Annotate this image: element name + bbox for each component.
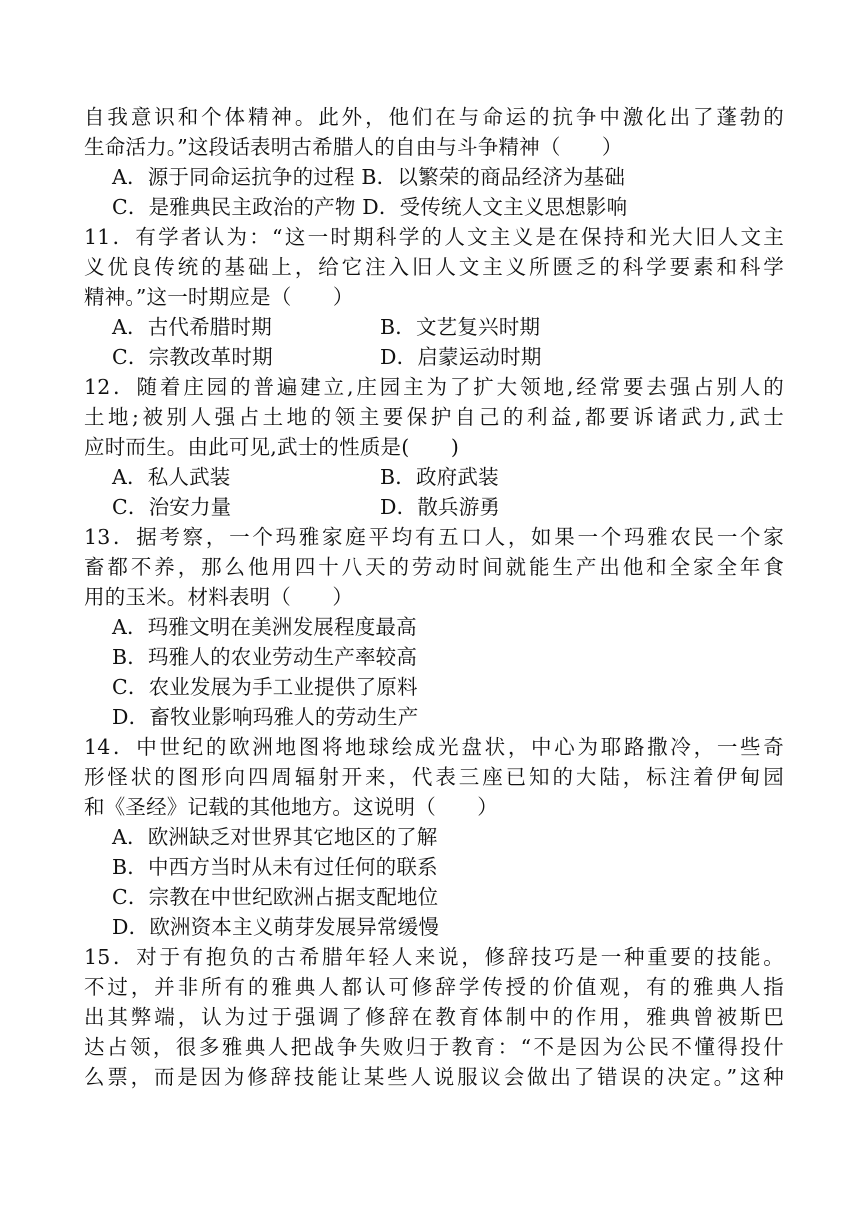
- q12-stem-line-3: 应时而生。由此可见,武士的性质是( ): [84, 435, 460, 459]
- q14-stem-line-1: 14．中世纪的欧洲地图将地球绘成光盘状，中心为耶路撒冷，一些奇: [84, 735, 784, 759]
- q12-stem-line-2: 土地;被别人强占土地的领主要保护自己的利益,都要诉诸武力,武士: [84, 405, 784, 429]
- q14-option-c: C．宗教在中世纪欧洲占据支配地位: [112, 885, 439, 909]
- q11-options-row-1: [84, 312, 784, 342]
- q12-option-b: B．政府武装: [380, 465, 499, 489]
- q13-stem-line-3: 用的玉米。材料表明（ ）: [84, 585, 354, 609]
- q14-stem-line-3: 和《圣经》记载的其他地方。这说明（ ）: [84, 795, 498, 819]
- q12-stem-line-1: 12．随着庄园的普遍建立,庄园主为了扩大领地,经常要去强占别人的: [84, 375, 784, 399]
- q13-option-b: B．玛雅人的农业劳动生产率较高: [112, 645, 418, 669]
- q14-option-b: B．中西方当时从未有过任何的联系: [112, 855, 438, 879]
- q11-stem-line-3: 精神。”这一时期应是（ ）: [84, 285, 354, 309]
- q10-stem-line-2: 生命活力。”这段话表明古希腊人的自由与斗争精神（ ）: [84, 135, 623, 159]
- q13-stem-line-2: 畜都不养，那么他用四十八天的劳动时间就能生产出他和全家全年食: [84, 555, 784, 579]
- q11-options-row-2: [84, 342, 784, 372]
- q14-option-a: A．欧洲缺乏对世界其它地区的了解: [112, 825, 438, 849]
- exam-page: [84, 102, 784, 1092]
- q14-stem-line-2: 形怪状的图形向四周辐射开来，代表三座已知的大陆，标注着伊甸园: [84, 765, 784, 789]
- q11-option-c: C．宗教改革时期: [112, 345, 273, 369]
- q13-stem-line-1: 13．据考察，一个玛雅家庭平均有五口人，如果一个玛雅农民一个家: [84, 525, 784, 549]
- q12-option-a: A．私人武装: [112, 465, 231, 489]
- q11-stem-line-2: 义优良传统的基础上，给它注入旧人文主义所匮乏的科学要素和科学: [84, 255, 784, 279]
- q12-option-d: D．散兵游勇: [380, 495, 501, 519]
- q12-options-row-1: [84, 462, 784, 492]
- q15-stem-line-1: 15．对于有抱负的古希腊年轻人来说，修辞技巧是一种重要的技能。: [84, 945, 784, 969]
- q12-options-row-2: [84, 492, 784, 522]
- q15-stem-line-4: 达占领，很多雅典人把战争失败归于教育：“不是因为公民不懂得投什: [84, 1035, 784, 1059]
- q10-options-cd: C．是雅典民主政治的产物 D．受传统人文主义思想影响: [112, 195, 628, 219]
- q10-stem-line-1: 自我意识和个体精神。此外，他们在与命运的抗争中激化出了蓬勃的: [84, 105, 784, 129]
- q13-option-a: A．玛雅文明在美洲发展程度最高: [112, 615, 417, 639]
- q15-stem-line-2: 不过，并非所有的雅典人都认可修辞学传授的价值观，有的雅典人指: [84, 975, 784, 999]
- q12-option-c: C．治安力量: [112, 495, 232, 519]
- q15-stem-line-5: 么票，而是因为修辞技能让某些人说服议会做出了错误的决定。”这种: [84, 1065, 784, 1089]
- q11-option-d: D．启蒙运动时期: [380, 345, 542, 369]
- q14-option-d: D．欧洲资本主义萌芽发展异常缓慢: [112, 915, 440, 939]
- q11-option-a: A．古代希腊时期: [112, 315, 272, 339]
- q13-option-d: D．畜牧业影响玛雅人的劳动生产: [112, 705, 419, 729]
- q11-stem-line-1: 11．有学者认为：“这一时期科学的人文主义是在保持和光大旧人文主: [84, 225, 784, 249]
- q10-options-ab: A．源于同命运抗争的过程 B．以繁荣的商品经济为基础: [112, 165, 626, 189]
- q15-stem-line-3: 出其弊端，认为过于强调了修辞在教育体制中的作用，雅典曾被斯巴: [84, 1005, 784, 1029]
- q11-option-b: B．文艺复兴时期: [380, 315, 541, 339]
- q13-option-c: C．农业发展为手工业提供了原料: [112, 675, 418, 699]
